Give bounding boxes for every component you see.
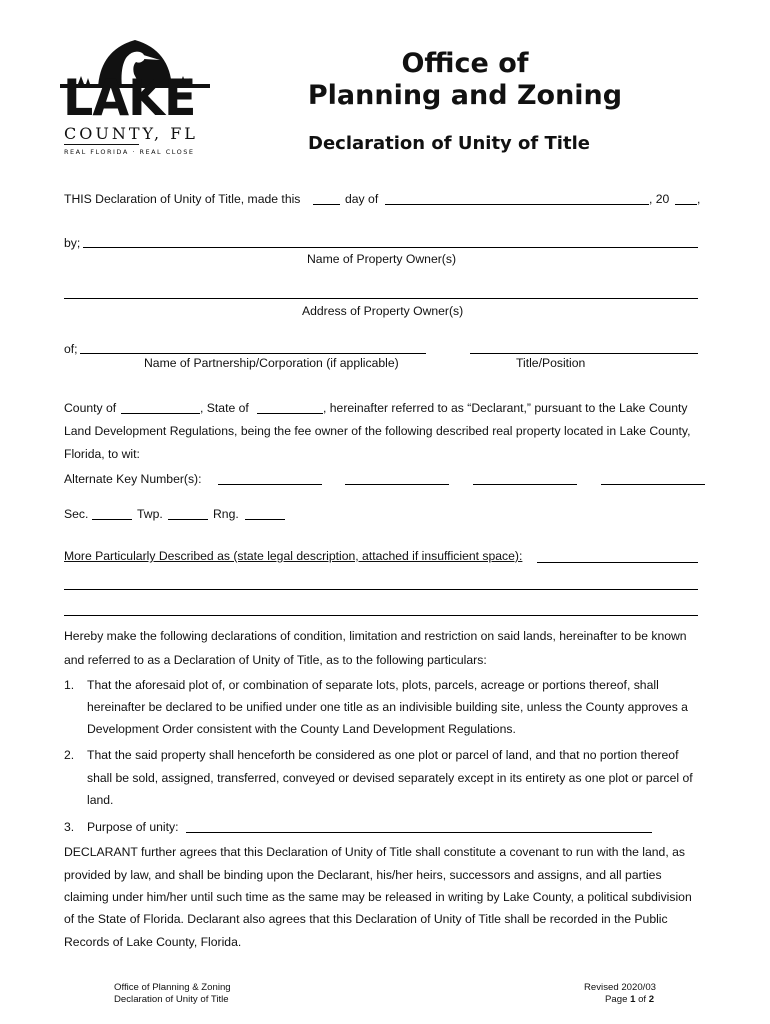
address-caption: Address of Property Owner(s) <box>302 304 464 318</box>
property-owner-field[interactable] <box>83 247 698 248</box>
partnership-field[interactable] <box>80 353 426 354</box>
page-prefix: Page <box>605 994 628 1005</box>
logo-tagline: REAL FLORIDA · REAL CLOSE <box>64 148 195 156</box>
declarant-text: , hereinafter referred to as “Declarant,” pursuant to the Lake County <box>323 401 688 415</box>
footer-office: Office of Planning & Zoning <box>114 982 231 993</box>
footer-doc-name: Declaration of Unity of Title <box>114 994 229 1005</box>
legal-description-line-2[interactable] <box>64 615 698 616</box>
legal-description-label: More Particularly Described as (state legal description, attached if insufficient space): <box>64 549 523 563</box>
title-position-field[interactable] <box>470 353 698 354</box>
county-text-line2: Land Development Regulations, being the fee owner of the following described real property located in Lake County, <box>64 424 691 438</box>
day-field[interactable] <box>313 204 340 205</box>
intro-day-of: day of <box>345 192 379 206</box>
item-2-number: 2. <box>64 748 75 762</box>
purpose-label: Purpose of unity: <box>87 820 179 834</box>
state-field[interactable] <box>257 413 323 414</box>
county-text-line3: Florida, to wit: <box>64 447 140 461</box>
partnership-caption: Name of Partnership/Corporation (if applicable) <box>144 356 399 370</box>
rng-label: Rng. <box>213 507 239 521</box>
sec-label: Sec. <box>64 507 89 521</box>
of-label: of; <box>64 342 78 356</box>
legal-description-line-1[interactable] <box>64 589 698 590</box>
document-subtitle: Declaration of Unity of Title <box>308 133 590 154</box>
page-title-line1: Office of <box>401 48 529 79</box>
intro-year-prefix: , 20 <box>649 192 670 206</box>
page-total: 2 <box>648 994 655 1005</box>
intro-text: THIS Declaration of Unity of Title, made this <box>64 192 301 206</box>
page-title-line2: Planning and Zoning <box>307 80 623 111</box>
hereby-line2: and referred to as a Declaration of Unity of Title, as to the following particulars: <box>64 653 487 667</box>
declarant-line4: of the State of Florida. Declarant also agrees that this Declaration of Unity of Title shall be recorded in the Public <box>64 912 668 926</box>
twp-field[interactable] <box>168 519 208 520</box>
alternate-key-field-2[interactable] <box>345 484 449 485</box>
intro-comma: , <box>697 192 701 206</box>
item-1-line2: hereinafter be declared to be unified under one title as an indivisible building site, unless the County approves a <box>87 700 688 714</box>
item-1-number: 1. <box>64 678 75 692</box>
legal-description-line-0[interactable] <box>537 562 698 563</box>
alternate-key-label: Alternate Key Number(s): <box>64 472 202 486</box>
by-label: by; <box>64 236 81 250</box>
year-field[interactable] <box>675 204 697 205</box>
footer-page-number <box>605 994 654 1006</box>
hereby-line1: Hereby make the following declarations of condition, limitation and restriction on said lands, hereinafter to be known <box>64 629 687 643</box>
month-field[interactable] <box>385 204 649 205</box>
lake-county-logo <box>60 32 210 162</box>
state-label: , State of <box>200 401 249 415</box>
county-field[interactable] <box>121 413 200 414</box>
logo-divider <box>64 144 139 145</box>
page-current: 1 <box>630 994 636 1005</box>
item-2-line1: That the said property shall henceforth be considered as one plot or parcel of land, and that no portion thereof <box>87 748 679 762</box>
item-3-number: 3. <box>64 820 75 834</box>
twp-label: Twp. <box>137 507 163 521</box>
sec-field[interactable] <box>92 519 132 520</box>
item-1-line3: Development Order consistent with the County Land Development Regulations. <box>87 722 516 736</box>
alternate-key-field-3[interactable] <box>473 484 577 485</box>
rng-field[interactable] <box>245 519 285 520</box>
owner-address-field[interactable] <box>64 298 698 299</box>
item-1-line1: That the aforesaid plot of, or combination of separate lots, plots, parcels, acreage or portions thereof, shall <box>87 678 659 692</box>
item-2-line3: land. <box>87 793 114 807</box>
declarant-line5: Records of Lake County, Florida. <box>64 935 242 949</box>
footer-revised: Revised 2020/03 <box>584 982 657 993</box>
declarant-line2: provided by law, and shall be binding upon the Declarant, his/her heirs, successors and assigns, and all parties <box>64 868 662 882</box>
alternate-key-field-1[interactable] <box>218 484 322 485</box>
owner-caption: Name of Property Owner(s) <box>307 252 456 266</box>
logo-lake-wordmark: LAKE <box>63 69 196 127</box>
page-of: of <box>638 994 647 1005</box>
county-label: County of <box>64 401 117 415</box>
title-caption: Title/Position <box>516 356 586 370</box>
alternate-key-field-4[interactable] <box>601 484 705 485</box>
logo-county: COUNTY, FL <box>64 124 198 143</box>
declarant-line1: DECLARANT further agrees that this Declaration of Unity of Title shall constitute a covenant to run with the land, as <box>64 845 685 859</box>
item-2-line2: shall be sold, assigned, transferred, conveyed or devised separately except in its entirety as one plot or parcel of <box>87 771 693 785</box>
declarant-line3: claiming under him/her until such time as the same may be released in writing by Lake County, a political subdivision <box>64 890 692 904</box>
purpose-of-unity-field[interactable] <box>186 832 652 833</box>
